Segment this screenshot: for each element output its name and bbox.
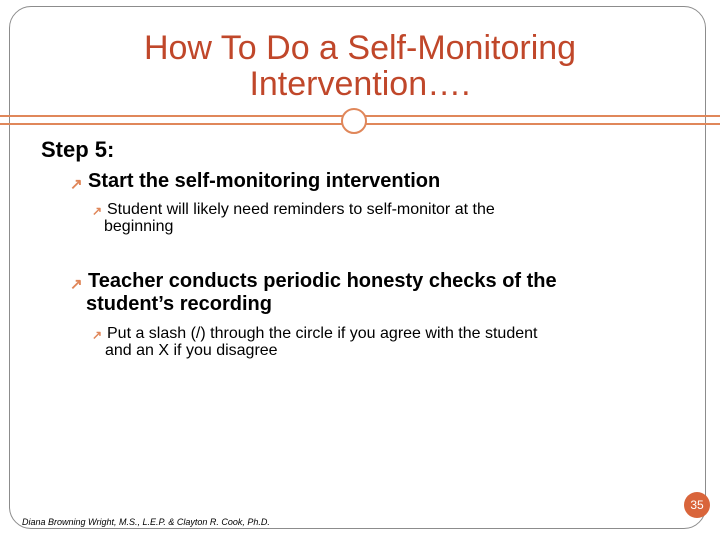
- slide-title: [40, 30, 680, 102]
- sub-bullet-slash-or-x: [92, 325, 537, 359]
- sub-bullet-reminders: [92, 201, 495, 235]
- sub-bullet-line-1: Student will likely need reminders to self-monitor at the: [107, 201, 495, 218]
- slide-title-line-2: Intervention….: [249, 65, 471, 103]
- bullet-honesty-checks: [70, 270, 557, 316]
- swoosh-bullet-icon: ↗: [70, 176, 83, 193]
- slide-number-badge: 35: [684, 492, 710, 518]
- footer-credit: Diana Browning Wright, M.S., L.E.P. & Clayton R. Cook, Ph.D.: [22, 517, 270, 527]
- step-heading: Step 5:: [41, 137, 115, 162]
- divider-circle-ornament: [341, 108, 367, 134]
- bullet-text: Start the self-monitoring intervention: [88, 170, 441, 192]
- swoosh-bullet-icon: ↗: [92, 204, 103, 218]
- sub-bullet-line-2: beginning: [104, 218, 174, 235]
- bullet-line-1: Teacher conducts periodic honesty checks of the: [88, 270, 557, 292]
- sub-bullet-line-1: Put a slash (/) through the circle if you agree with the student: [107, 325, 538, 342]
- swoosh-bullet-icon: ↗: [70, 276, 83, 293]
- sub-bullet-line-2: and an X if you disagree: [105, 342, 278, 359]
- swoosh-bullet-icon: ↗: [92, 328, 103, 342]
- bullet-line-2: student’s recording: [86, 293, 272, 315]
- bullet-start-intervention: [70, 170, 440, 193]
- slide-title-line-1: How To Do a Self-Monitoring: [143, 29, 577, 67]
